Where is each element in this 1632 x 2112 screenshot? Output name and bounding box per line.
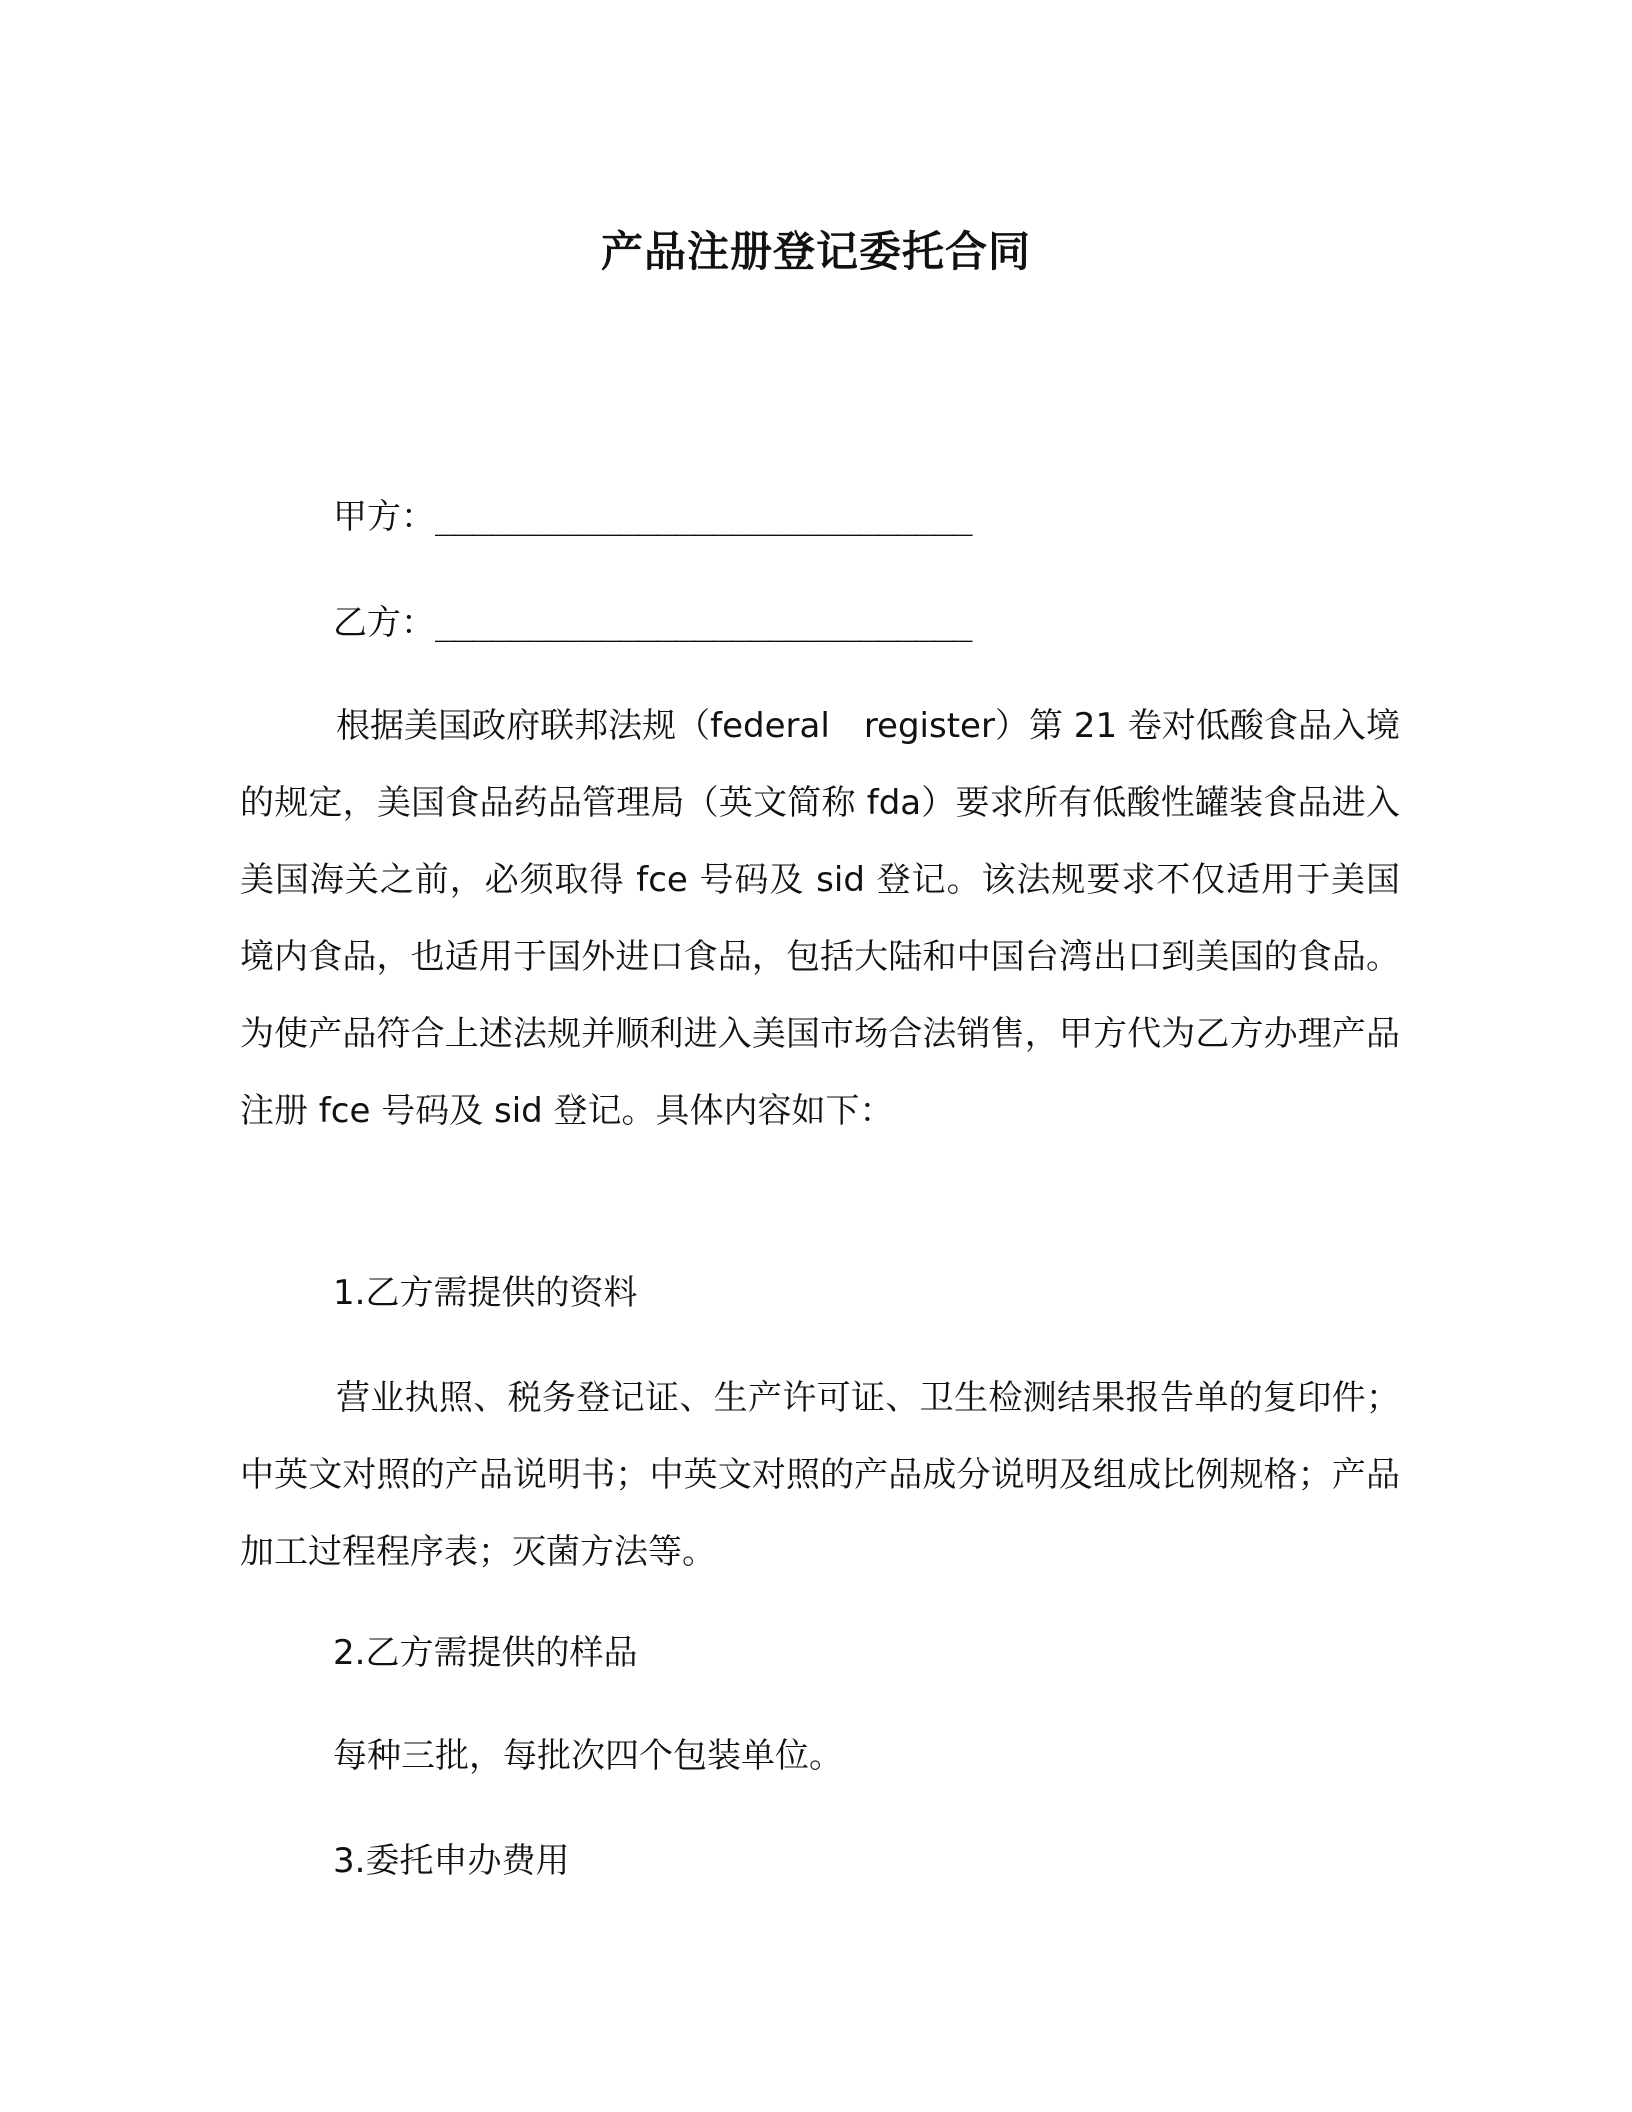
- document-title: 产品注册登记委托合同: [600, 227, 1031, 276]
- section-heading-1: 1.乙方需提供的资料: [333, 1273, 638, 1313]
- party-b-blank: _____________________________: [435, 603, 971, 643]
- party-b-label: 乙方：: [333, 603, 435, 643]
- section-body-1: 营业执照、税务登记证、生产许可证、卫生检测结果报告单的复印件；中英文对照的产品说明书；中英文对照的产品成分说明及组成比例规格；产品加工过程程序表；灭菌方法等。: [240, 1378, 1400, 1572]
- section-body-2: 每种三批，每批次四个包装单位。: [333, 1736, 843, 1776]
- party-b-line: [333, 598, 971, 648]
- section-heading-3: 3.委托申办费用: [333, 1841, 570, 1881]
- party-a-label: 甲方：: [333, 497, 435, 537]
- intro-paragraph: 根据美国政府联邦法规（federal register）第 21 卷对低酸食品入境的规定，美国食品药品管理局（英文简称 fda）要求所有低酸性罐装食品进入美国海关之前，必须取得 fce 号码及 sid 登记。该法规要求不仅适用于美国境内食品，也适用于国外进口食品，包括大陆和中国台湾出口到美国的食品。为使产品符合上述法规并顺利进入美国市场合法销售，甲方代为乙方办理产品注册 fce 号码及 sid 登记。具体内容如下：: [240, 706, 1400, 1131]
- party-a-blank: _____________________________: [435, 497, 971, 537]
- party-a-line: [333, 492, 971, 542]
- section-heading-2: 2.乙方需提供的样品: [333, 1633, 638, 1673]
